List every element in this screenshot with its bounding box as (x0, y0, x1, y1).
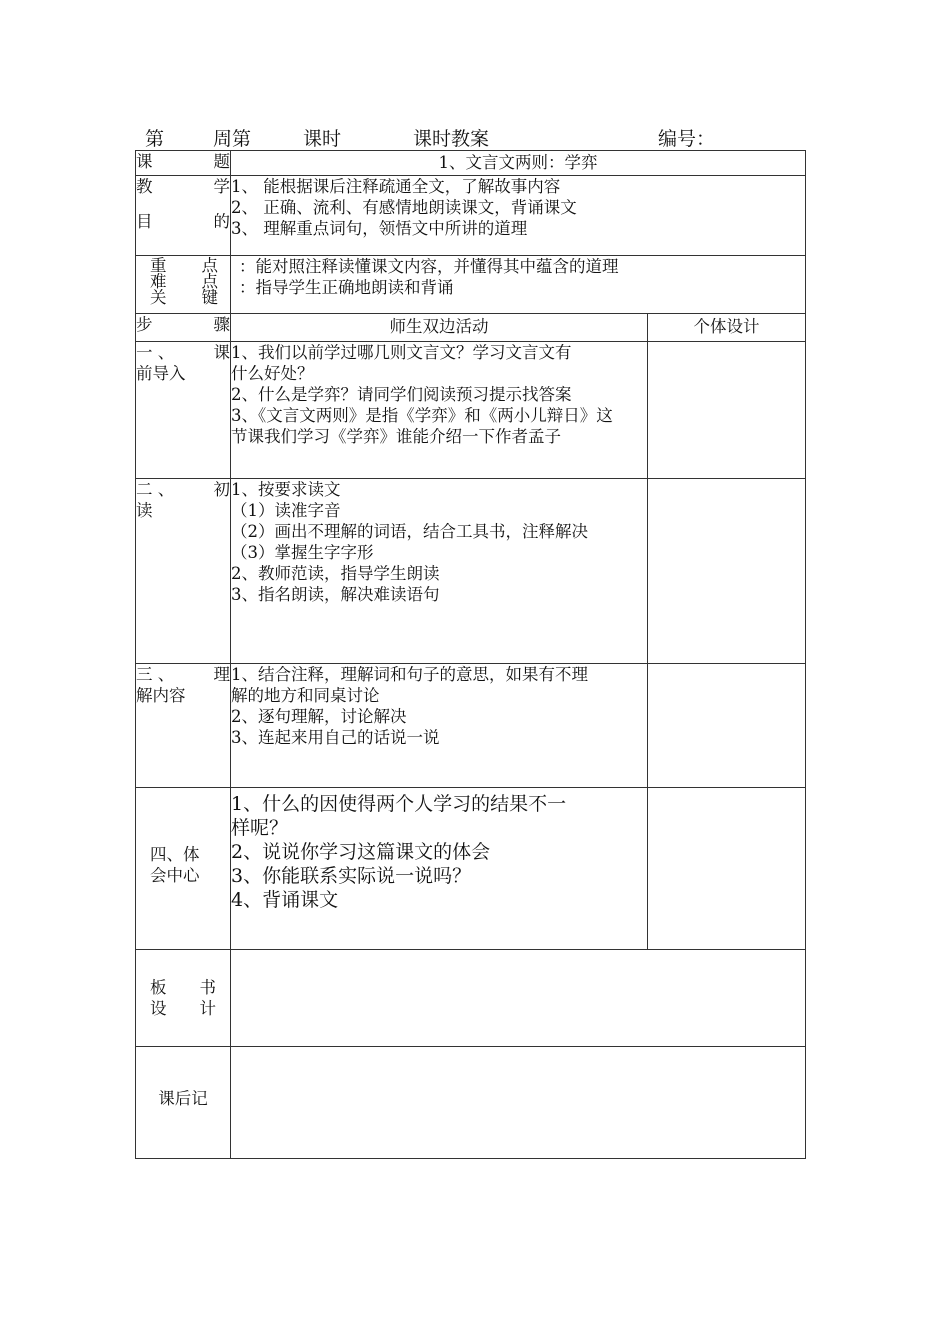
step-line: 1、按要求读文 (231, 480, 341, 499)
topic-title: 1、文言文两则：学弈 (231, 151, 806, 176)
step-line: 解的地方和同桌讨论 (231, 686, 380, 705)
row-board-design (136, 950, 806, 1047)
step-line: （1）读准字音 (231, 501, 341, 520)
goal-line: 3、 理解重点词句，领悟文中所讲的道理 (231, 219, 528, 238)
column-activity: 师生双边活动 (231, 314, 648, 342)
header-week-prefix: 第 (145, 128, 165, 150)
step-line: 样呢？ (231, 817, 289, 839)
label-after-class: 课后记 (136, 1047, 231, 1159)
goal-line: 1、 能根据课后注释疏通全文，了解故事内容 (231, 177, 561, 196)
step-line: 3、你能联系实际说一说吗？ (231, 865, 472, 887)
step-3-content (231, 664, 648, 788)
board-design-content (231, 950, 806, 1047)
step-line: 节课我们学习《学弈》谁能介绍一下作者孟子 (231, 427, 561, 446)
step-3-personal (648, 664, 806, 788)
step-line: 3、指名朗读，解决难读语句 (231, 585, 440, 604)
step-line: 4、背诵课文 (231, 889, 339, 911)
key-point-line: ：能对照注释读懂课文内容，并懂得其中蕴含的道理 (239, 257, 619, 276)
label-key-points: 重 点 难 点 关 键 (136, 256, 231, 314)
step-line: （2）画出不理解的词语，结合工具书，注释解决 (231, 522, 588, 541)
step-line: 2、教师范读，指导学生朗读 (231, 564, 440, 583)
after-class-content (231, 1047, 806, 1159)
step-1-content (231, 342, 648, 479)
column-personal: 个体设计 (648, 314, 806, 342)
label-step-1: 一 、 课 前导入 (136, 342, 231, 479)
header-week-suffix: 周第 (213, 128, 252, 150)
step-line: （3）掌握生字字形 (231, 543, 374, 562)
key-points-content (231, 256, 806, 314)
step-4-personal (648, 788, 806, 950)
header-doc-type: 课时教案 (413, 128, 490, 150)
row-step-2 (136, 479, 806, 664)
row-step-4 (136, 788, 806, 950)
row-column-headers (136, 314, 806, 342)
label-topic: 课 题 (136, 151, 231, 176)
step-line: 3、《文言文两则》是指《学弈》和《两小儿辩日》这 (231, 406, 613, 425)
row-step-1 (136, 342, 806, 479)
row-key-points (136, 256, 806, 314)
step-line: 2、什么是学弈？请同学们阅读预习提示找答案 (231, 385, 572, 404)
step-line: 2、逐句理解，讨论解决 (231, 707, 407, 726)
step-line: 2、说说你学习这篇课文的体会 (231, 841, 491, 863)
step-1-personal (648, 342, 806, 479)
label-step-4: 四、体 会中心 (136, 788, 231, 950)
key-point-line: ：指导学生正确地朗读和背诵 (239, 278, 454, 297)
step-line: 1、结合注释，理解词和句子的意思，如果有不理 (231, 665, 588, 684)
goal-line: 2、 正确、流利、有感情地朗读课文，背诵课文 (231, 198, 577, 217)
step-4-content (231, 788, 648, 950)
row-step-3 (136, 664, 806, 788)
row-goals (136, 176, 806, 256)
document-header (145, 124, 805, 150)
label-step-2: 二 、 初 读 (136, 479, 231, 664)
header-serial-label: 编号： (658, 128, 716, 150)
label-steps: 步 骤 (136, 314, 231, 342)
label-step-3: 三 、 理 解内容 (136, 664, 231, 788)
step-line: 什么好处？ (231, 364, 314, 383)
step-2-content (231, 479, 648, 664)
label-board-design: 板 书 设 计 (136, 950, 231, 1047)
goals-content (231, 176, 806, 256)
step-line: 1、什么的因使得两个人学习的结果不一 (231, 793, 567, 815)
step-line: 3、连起来用自己的话说一说 (231, 728, 440, 747)
step-2-personal (648, 479, 806, 664)
header-lesson-unit: 课时 (303, 128, 342, 150)
lesson-plan-table (135, 150, 806, 1159)
step-line: 1、我们以前学过哪几则文言文？学习文言文有 (231, 343, 572, 362)
row-topic (136, 151, 806, 176)
label-goals: 教 学 目 的 (136, 176, 231, 256)
row-after-class (136, 1047, 806, 1159)
